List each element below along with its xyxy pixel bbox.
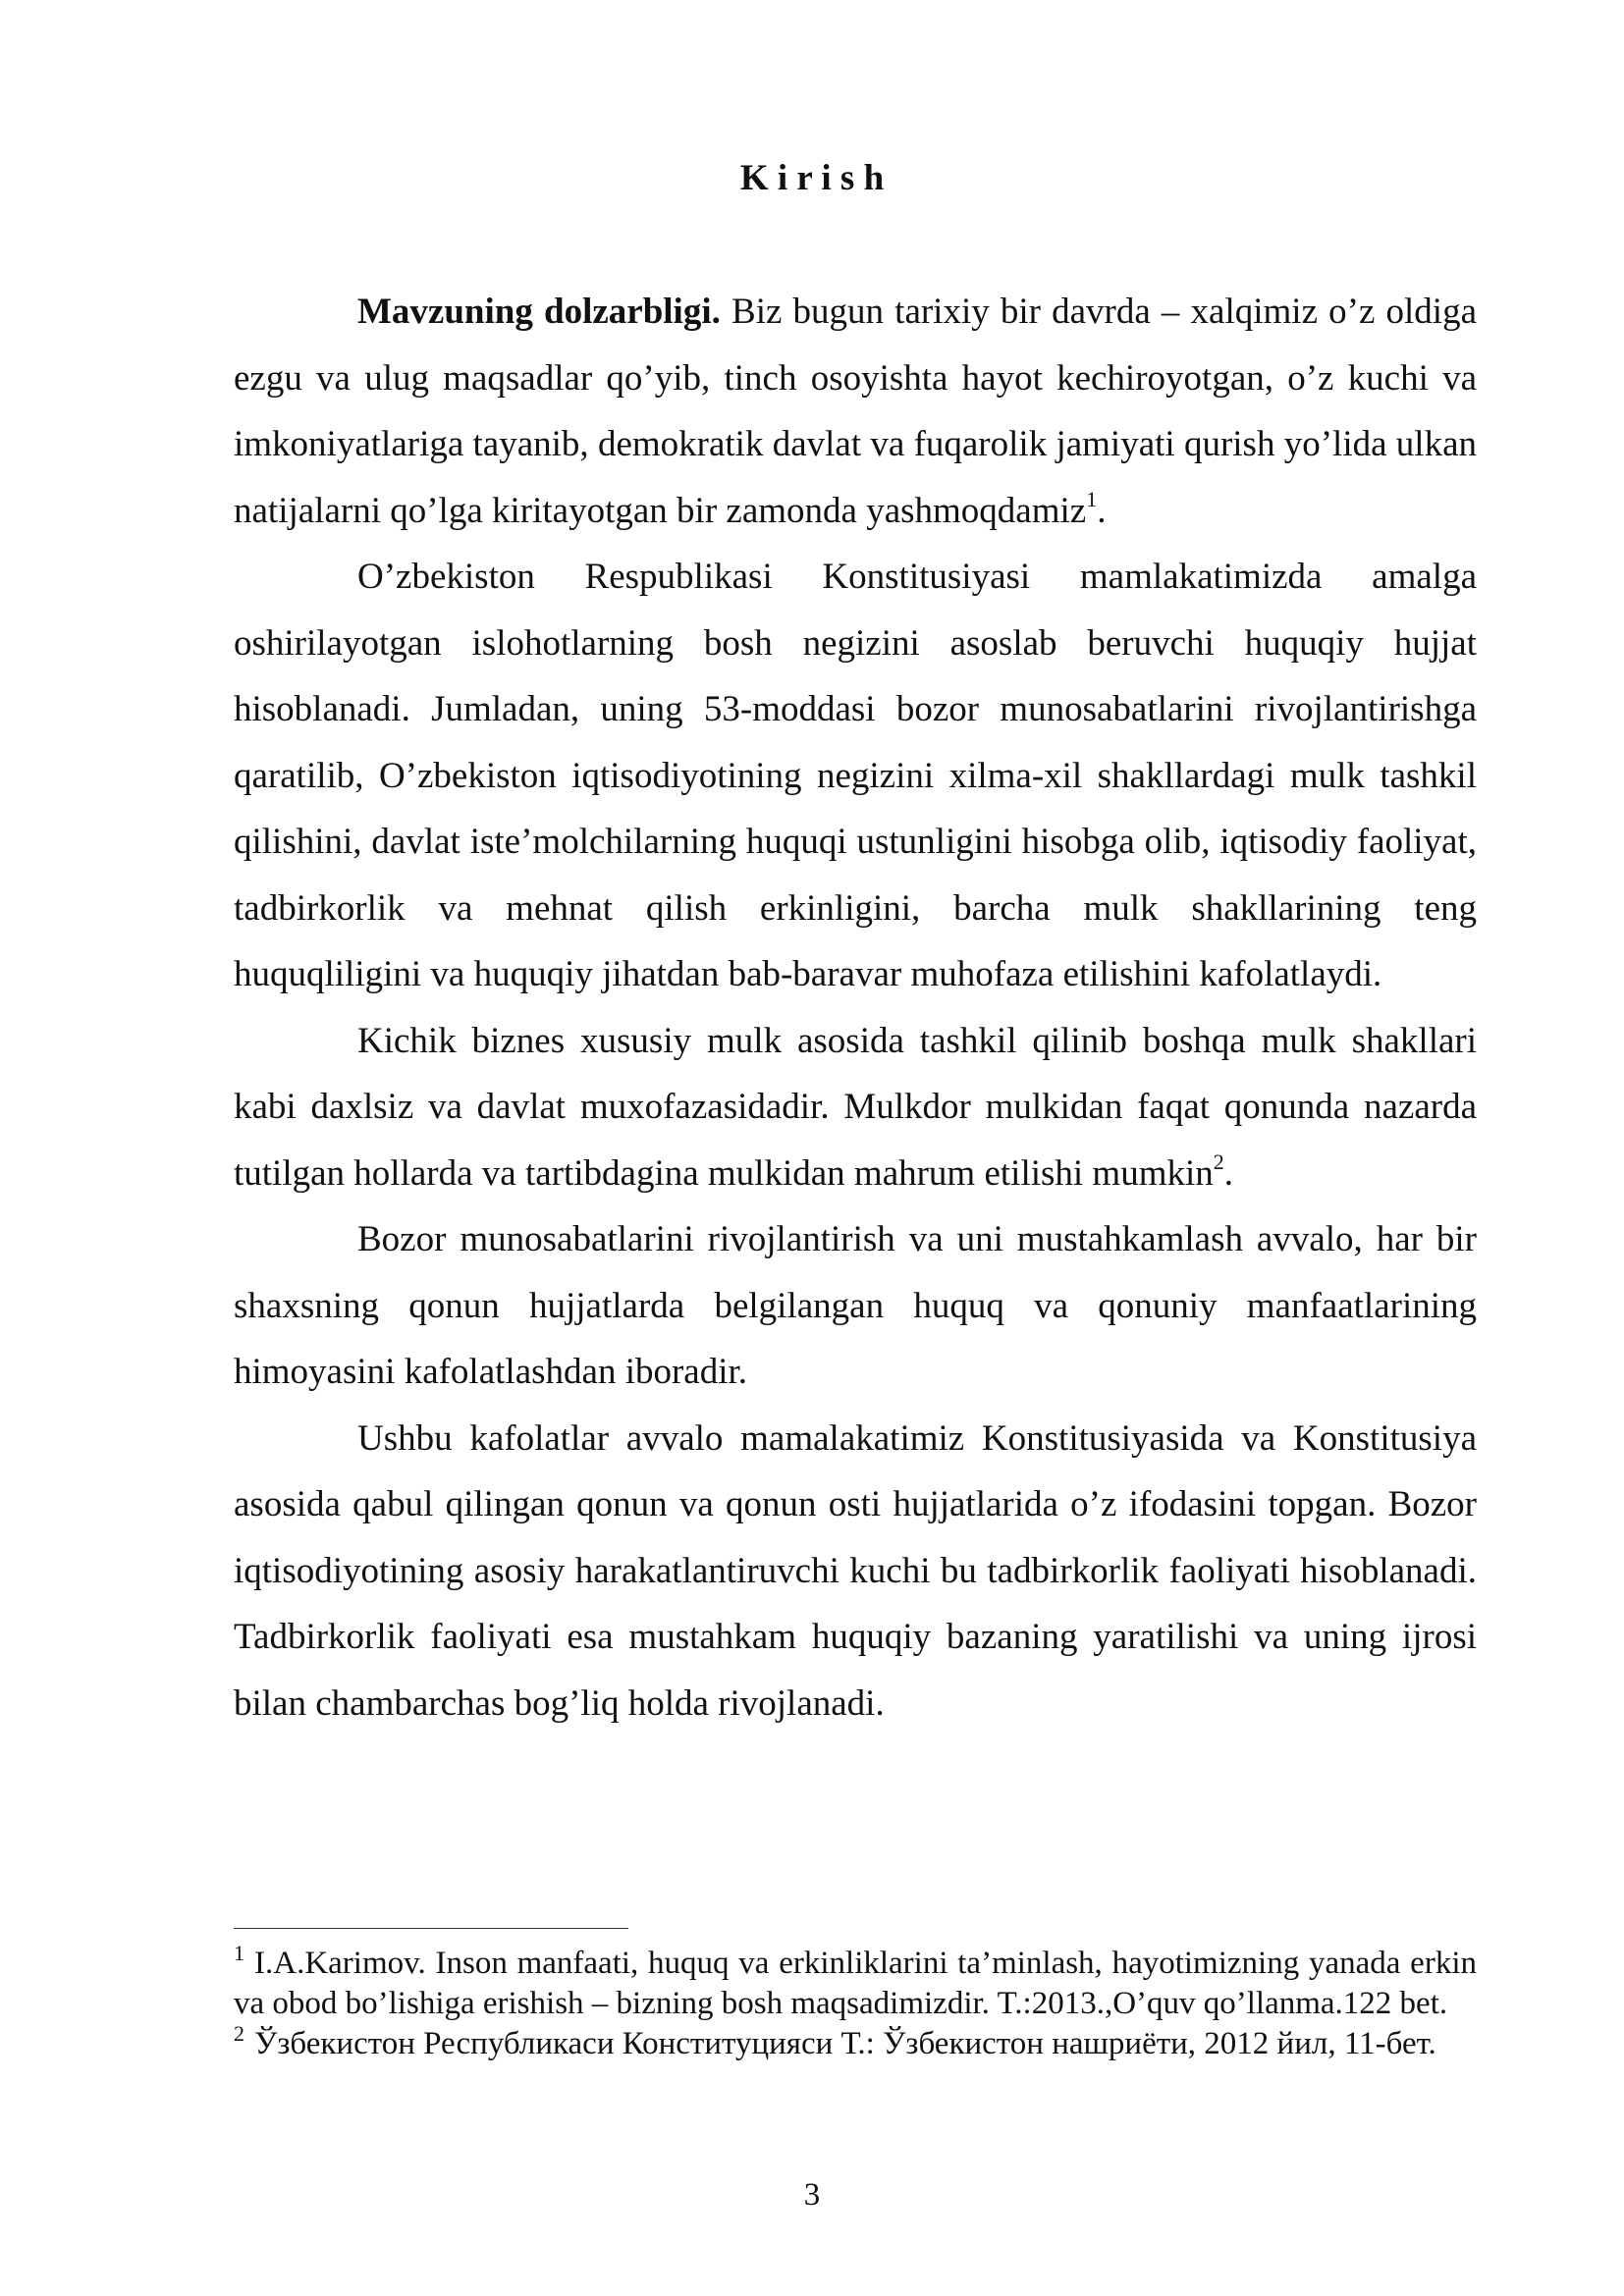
footnote-divider [234,1928,628,1929]
paragraph-lead-heading: Mavzuning dolzarbligi. [357,292,721,332]
body-text [234,279,1477,1736]
footnote-text: I.A.Karimov. Inson manfaati, huquq va erkinliklarini ta’minlash, hayotimizning yanada erkin va obod bo’lishiga erishish – bizning bosh maqsadimizdir. T.:2013.,O’quv qo’llanma.122 bet. [234,1946,1477,2021]
footnote-number: 1 [234,1941,244,1965]
paragraph-end: . [1097,490,1107,531]
footnote-text: Ўзбекистон Республикаси Конституцияси Т.: Ўзбекистон нашриёти, 2012 йил, 11-бет. [254,2026,1436,2061]
footnote-number: 2 [234,2021,244,2046]
paragraph-relevance [234,279,1477,544]
paragraph-market-relations: Bozor munosabatlarini rivojlantirish va uni mustahkamlash avvalo, har bir shaxsning qonun hujjatlarda belgilangan huquq va qonuniy manfaatlarining himoyasini kafolatlashdan iboradir. [234,1219,1477,1392]
page-number: 3 [803,2177,821,2213]
page-title: K i r i s h [739,158,885,198]
footnotes [234,1941,1477,2064]
paragraph-small-business [234,1008,1477,1207]
paragraph-end: . [1223,1152,1234,1194]
footnote-ref-1[interactable]: 1 [1086,487,1098,512]
paragraph-guarantees: Ushbu kafolatlar avvalo mamalakatimiz Konstitusiyasida va Konstitusiya asosida qabul qilingan qonun va qonun osti hujjatlarida o’z ifodasini topgan. Bozor iqtisodiyotining asosiy harakatlantiruvchi kuchi bu tadbirkorlik faoliyati hisoblanadi. Tadbirkorlik faoliyati esa mustahkam huquqiy bazaning yaratilishi va uning ijrosi bilan chambarchas bog’liq holda rivojlanadi. [234,1417,1477,1724]
paragraph-text: Biz bugun tarixiy bir davrda – xalqimiz o’z oldiga ezgu va ulug maqsadlar qo’yib, tinch osoyishta hayot kechiroyotgan, o’z kuchi va imkoniyatlariga tayanib, demokratik davlat va fuqarolik jamiyati qurish yo’lida ulkan natijalarni qo’lga kiritayotgan bir zamonda yashmoqdamiz [234,292,1478,531]
footnote-1 [234,1941,1477,2024]
footnote-2 [234,2021,1477,2064]
paragraph-text: Kichik biznes xususiy mulk asosida tashkil qilinib boshqa mulk shakllari kabi daxlsiz va davlat muxofazasidadir. Mulkdor mulkidan faqat qonunda nazarda tutilgan hollarda va tartibdagina mulkidan mahrum etilishi mumkin [234,1020,1477,1194]
paragraph-constitution: O’zbekiston Respublikasi Konstitusiyasi mamlakatimizda amalga oshirilayotgan islohotlarning bosh negizini asoslab beruvchi huquqiy hujjat hisoblanadi. Jumladan, uning 53-moddasi bozor munosabatlarini rivojlantirishga qaratilib, O’zbekiston iqtisodiyotining negizini xilma-xil shakllardagi mulk tashkil qilishini, davlat iste’molchilarning huquqi ustunligini hisobga olib, iqtisodiy faoliyat, tadbirkorlik va mehnat qilish erkinligini, barcha mulk shakllarining teng huquqliligini va huquqiy jihatdan bab-baravar muhofaza etilishini kafolatlaydi. [234,557,1477,994]
footnote-ref-2[interactable]: 2 [1213,1149,1224,1175]
